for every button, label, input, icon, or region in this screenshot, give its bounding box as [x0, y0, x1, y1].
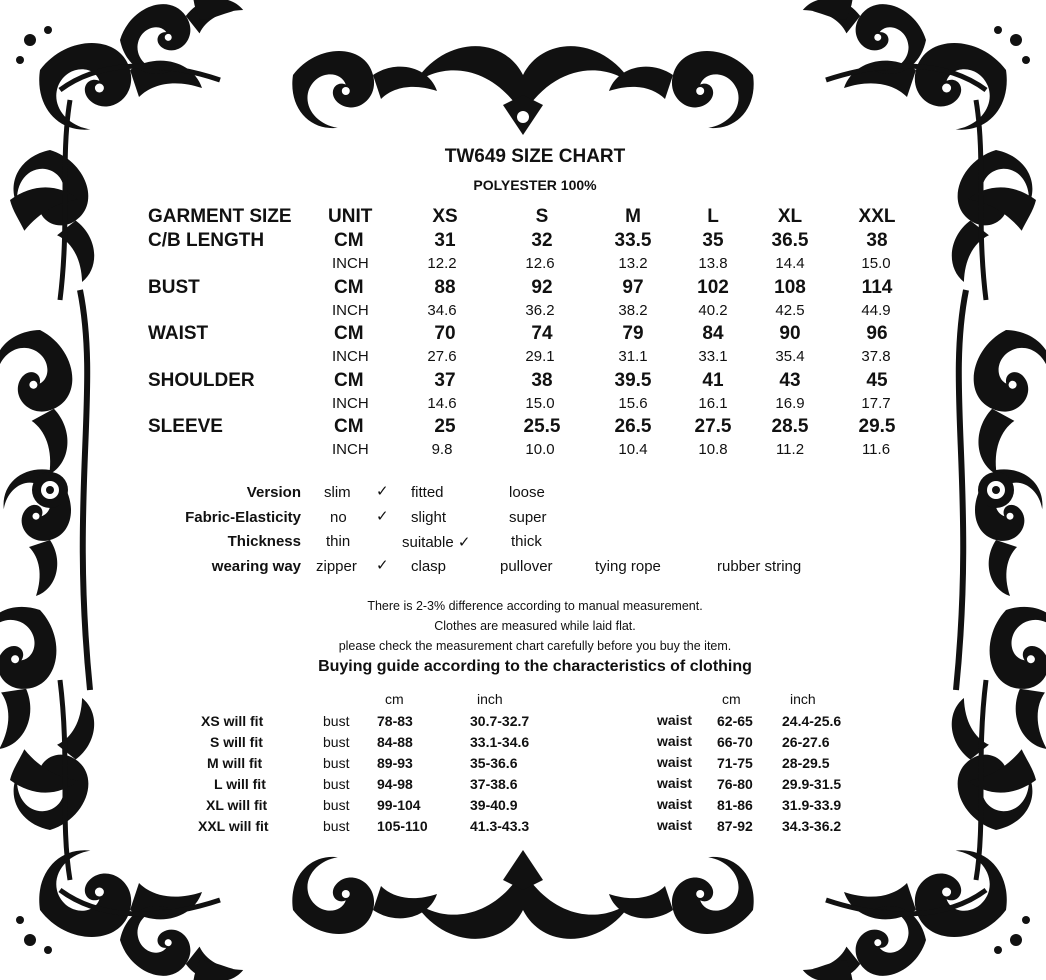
guide-fit-label: S will fit: [210, 734, 263, 750]
guide-waist-cm: 66-70: [717, 734, 753, 750]
cb-length-cm-xl: 36.5: [771, 230, 809, 251]
bust-cm-s: 92: [531, 277, 553, 298]
sleeve-cm-xxl: 29.5: [858, 416, 896, 437]
guide-col-inch: inch: [477, 691, 503, 707]
unit-inch: INCH: [332, 395, 369, 412]
shoulder-inch-s: 15.0: [525, 395, 555, 412]
sleeve-inch-xxl: 11.6: [861, 441, 891, 458]
guide-bust-inch: 30.7-32.7: [470, 713, 530, 729]
cb-length-cm-xxl: 38: [866, 230, 888, 251]
waist-inch-xs: 27.6: [427, 348, 457, 365]
waist-inch-xxl: 37.8: [861, 348, 891, 365]
header-size-m: M: [625, 206, 641, 227]
sleeve-cm-xs: 25: [434, 416, 456, 437]
shoulder-inch-m: 15.6: [618, 395, 648, 412]
guide-bust-cm: 99-104: [377, 797, 421, 813]
guide-bust-cm: 94-98: [377, 776, 413, 792]
bust-cm-l: 102: [697, 277, 729, 298]
sleeve-cm-l: 27.5: [694, 416, 732, 437]
sleeve-inch-xs: 9.8: [431, 441, 453, 458]
cb-length-inch-l: 13.8: [698, 255, 728, 272]
shoulder-cm-m: 39.5: [614, 370, 652, 391]
header-size-xl: XL: [777, 206, 803, 227]
guide-col-inch: inch: [790, 691, 816, 707]
sleeve-cm-s: 25.5: [523, 416, 561, 437]
attr-wearing-rubber-string: rubber string: [717, 558, 802, 575]
guide-bust-cm: 84-88: [377, 734, 413, 750]
check-icon: ✓: [376, 508, 389, 525]
shoulder-cm-xl: 43: [779, 370, 801, 391]
shoulder-cm-l: 41: [702, 370, 724, 391]
header-unit: UNIT: [328, 206, 373, 227]
bust-inch-m: 38.2: [618, 302, 648, 319]
guide-waist-label: waist: [657, 775, 693, 791]
waist-cm-l: 84: [702, 323, 724, 344]
guide-fit-label: XS will fit: [201, 713, 264, 729]
shoulder-inch-xxl: 17.7: [861, 395, 891, 412]
guide-fit-label: L will fit: [214, 776, 266, 792]
guide-waist-cm: 62-65: [717, 713, 753, 729]
waist-cm-xs: 70: [434, 323, 456, 344]
shoulder-inch-l: 16.1: [698, 395, 728, 412]
attr-elasticity-super: super: [509, 509, 547, 526]
shoulder-inch-xs: 14.6: [427, 395, 457, 412]
buying-guide-title: Buying guide according to the characteristics of clothing: [318, 658, 752, 675]
bust-inch-xxl: 44.9: [861, 302, 891, 319]
bust-inch-s: 36.2: [525, 302, 555, 319]
bust-cm-xxl: 114: [861, 277, 893, 298]
guide-waist-cm: 81-86: [717, 797, 753, 813]
attr-version-fitted: fitted: [411, 484, 444, 501]
guide-bust-label: bust: [323, 797, 350, 813]
guide-waist-inch: 34.3-36.2: [782, 818, 842, 834]
guide-col-cm: cm: [722, 691, 741, 707]
header-garment-size: GARMENT SIZE: [148, 206, 292, 227]
header-size-l: L: [707, 206, 719, 227]
bust-cm-xs: 88: [434, 277, 456, 298]
row-label-cb-length: C/B LENGTH: [148, 230, 265, 251]
shoulder-cm-xxl: 45: [866, 370, 888, 391]
guide-waist-cm: 87-92: [717, 818, 753, 834]
attr-elasticity-no: no: [330, 509, 347, 526]
check-icon: ✓: [376, 557, 389, 574]
guide-bust-label: bust: [323, 713, 350, 729]
attr-thickness-suitable: suitable ✓: [402, 534, 471, 551]
shoulder-cm-s: 38: [531, 370, 553, 391]
attr-thickness-thin: thin: [326, 533, 351, 550]
sleeve-cm-xl: 28.5: [771, 416, 809, 437]
shoulder-inch-xl: 16.9: [775, 395, 805, 412]
bust-cm-xl: 108: [774, 277, 806, 298]
cb-length-inch-s: 12.6: [525, 255, 555, 272]
guide-bust-inch: 41.3-43.3: [470, 818, 530, 834]
guide-bust-label: bust: [323, 734, 350, 750]
sleeve-cm-m: 26.5: [614, 416, 652, 437]
cb-length-cm-l: 35: [702, 230, 724, 251]
guide-bust-label: bust: [323, 755, 350, 771]
guide-waist-cm: 71-75: [717, 755, 753, 771]
waist-inch-xl: 35.4: [775, 348, 805, 365]
guide-fit-label: XL will fit: [206, 797, 268, 813]
unit-inch: INCH: [332, 441, 369, 458]
bust-cm-m: 97: [622, 277, 644, 298]
guide-bust-label: bust: [323, 776, 350, 792]
cb-length-inch-xxl: 15.0: [861, 255, 891, 272]
attr-wearing-pullover: pullover: [500, 558, 553, 575]
attr-wearing-clasp: clasp: [411, 558, 447, 575]
guide-waist-inch: 26-27.6: [782, 734, 830, 750]
shoulder-cm-xs: 37: [434, 370, 456, 391]
unit-inch: INCH: [332, 255, 369, 272]
cb-length-cm-m: 33.5: [614, 230, 652, 251]
row-label-waist: WAIST: [148, 323, 209, 344]
guide-waist-inch: 24.4-25.6: [782, 713, 842, 729]
attr-thickness-thick: thick: [511, 533, 542, 550]
cb-length-cm-s: 32: [531, 230, 553, 251]
sleeve-inch-s: 10.0: [525, 441, 555, 458]
guide-bust-cm: 105-110: [377, 818, 428, 834]
guide-fit-label: M will fit: [207, 755, 263, 771]
attr-label-version: Version: [246, 484, 301, 501]
sleeve-inch-xl: 11.2: [775, 441, 805, 458]
guide-bust-inch: 35-36.6: [470, 755, 518, 771]
row-label-bust: BUST: [148, 277, 200, 298]
guide-waist-inch: 31.9-33.9: [782, 797, 842, 813]
unit-cm: CM: [334, 416, 364, 437]
waist-cm-s: 74: [531, 323, 553, 344]
bust-inch-xs: 34.6: [427, 302, 457, 319]
check-icon: ✓: [376, 483, 389, 500]
guide-bust-inch: 39-40.9: [470, 797, 518, 813]
unit-cm: CM: [334, 277, 364, 298]
header-size-xxl: XXL: [858, 206, 896, 227]
guide-waist-inch: 29.9-31.5: [782, 776, 842, 792]
waist-cm-xxl: 96: [866, 323, 888, 344]
guide-waist-label: waist: [657, 733, 693, 749]
bust-inch-l: 40.2: [698, 302, 728, 319]
unit-cm: CM: [334, 323, 364, 344]
chart-title: TW649 SIZE CHART: [444, 146, 626, 167]
guide-bust-cm: 78-83: [377, 713, 413, 729]
sleeve-inch-l: 10.8: [698, 441, 728, 458]
row-label-sleeve: SLEEVE: [148, 416, 223, 437]
note-line: please check the measurement chart carefully before you buy the item.: [338, 639, 732, 653]
note-line: Clothes are measured while laid flat.: [434, 619, 636, 633]
guide-bust-label: bust: [323, 818, 350, 834]
guide-bust-inch: 33.1-34.6: [470, 734, 530, 750]
waist-inch-m: 31.1: [618, 348, 648, 365]
guide-waist-inch: 28-29.5: [782, 755, 830, 771]
waist-cm-xl: 90: [779, 323, 801, 344]
guide-waist-label: waist: [657, 712, 693, 728]
attr-elasticity-slight: slight: [411, 509, 447, 526]
cb-length-inch-xs: 12.2: [427, 255, 457, 272]
guide-fit-label: XXL will fit: [198, 818, 269, 834]
note-line: There is 2-3% difference according to manual measurement.: [367, 599, 703, 613]
unit-cm: CM: [334, 230, 364, 251]
unit-inch: INCH: [332, 302, 369, 319]
guide-waist-label: waist: [657, 796, 693, 812]
header-size-s: S: [535, 206, 549, 227]
attr-wearing-zipper: zipper: [316, 558, 357, 575]
guide-bust-inch: 37-38.6: [470, 776, 518, 792]
attr-wearing-tying-rope: tying rope: [595, 558, 661, 575]
sleeve-inch-m: 10.4: [618, 441, 648, 458]
guide-waist-cm: 76-80: [717, 776, 753, 792]
attr-version-loose: loose: [509, 484, 545, 501]
unit-inch: INCH: [332, 348, 369, 365]
guide-bust-cm: 89-93: [377, 755, 413, 771]
waist-cm-m: 79: [622, 323, 644, 344]
attr-version-slim: slim: [324, 484, 351, 501]
attr-label-fabric-elasticity: Fabric-Elasticity: [185, 509, 301, 526]
cb-length-cm-xs: 31: [434, 230, 456, 251]
guide-col-cm: cm: [385, 691, 404, 707]
row-label-shoulder: SHOULDER: [148, 370, 255, 391]
waist-inch-l: 33.1: [698, 348, 728, 365]
material-label: POLYESTER 100%: [473, 177, 597, 193]
unit-cm: CM: [334, 370, 364, 391]
cb-length-inch-m: 13.2: [618, 255, 648, 272]
bust-inch-xl: 42.5: [775, 302, 805, 319]
waist-inch-s: 29.1: [525, 348, 555, 365]
guide-waist-label: waist: [657, 817, 693, 833]
cb-length-inch-xl: 14.4: [775, 255, 805, 272]
attr-label-thickness: Thickness: [227, 533, 301, 550]
guide-waist-label: waist: [657, 754, 693, 770]
header-size-xs: XS: [432, 206, 458, 227]
attr-label-wearing-way: wearing way: [211, 558, 301, 575]
